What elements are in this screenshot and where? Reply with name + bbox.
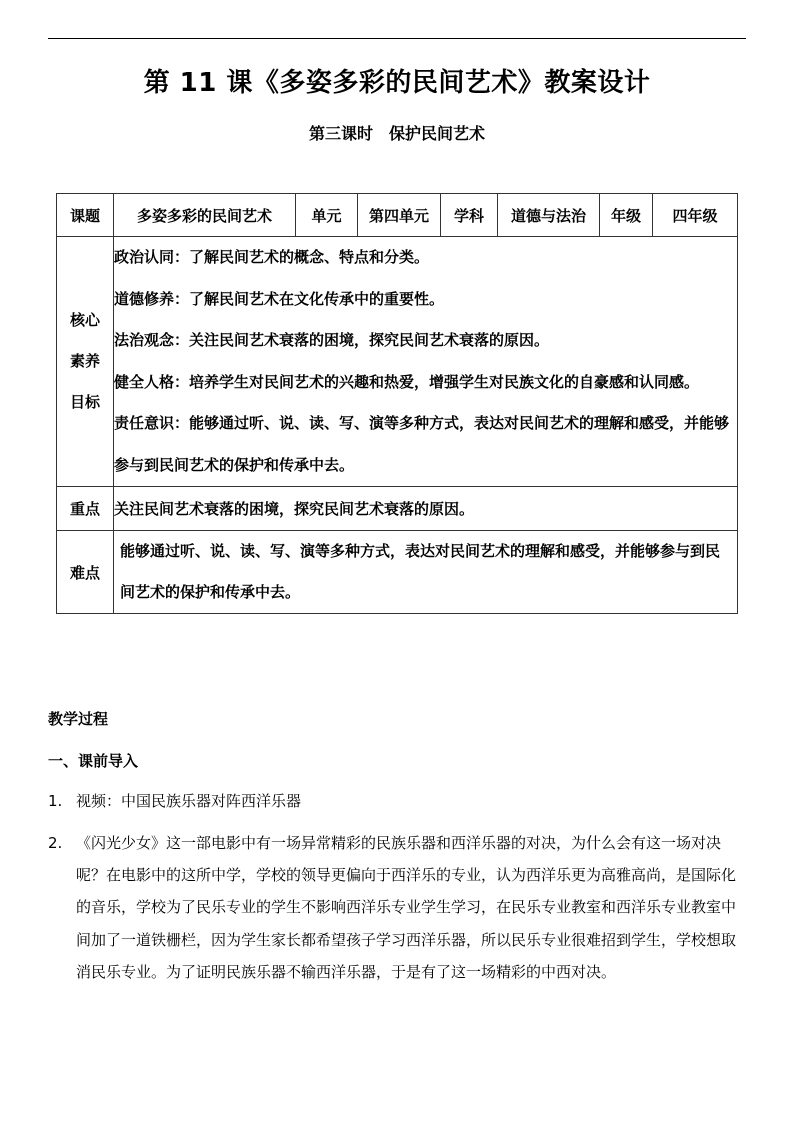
difficulty-label-cell: 难点	[57, 531, 114, 614]
header-rule	[48, 38, 746, 39]
table-cell-grade-label: 年级	[600, 194, 653, 237]
table-cell-unit-label: 单元	[296, 194, 358, 237]
goals-content-cell	[114, 237, 738, 487]
list-item	[48, 827, 748, 988]
goal-moral: 道德修养：了解民间艺术在文化传承中的重要性。	[114, 289, 445, 308]
goals-label-line: 核心	[69, 311, 100, 329]
list-item	[48, 785, 748, 817]
key-content-cell: 关注民间艺术衰落的困境，探究民间艺术衰落的原因。	[114, 487, 738, 531]
table-difficulty-row	[57, 531, 738, 614]
table-cell-discipline: 道德与法治	[498, 194, 600, 237]
list-item-number: 2.	[48, 834, 63, 852]
goals-label-cell	[57, 237, 114, 487]
difficulty-content-cell	[114, 531, 738, 614]
goal-political: 政治认同：了解民间艺术的概念、特点和分类。	[114, 248, 430, 266]
document-title: 第 11 课《多姿多彩的民间艺术》教案设计	[143, 68, 651, 98]
list-item-number: 1.	[48, 792, 63, 810]
lesson-info-table	[56, 193, 738, 614]
goal-legal: 法治观念：关注民间艺术衰落的困境，探究民间艺术衰落的原因。	[114, 331, 550, 349]
goals-label-line: 目标	[69, 393, 100, 411]
table-header-row	[57, 194, 738, 237]
goal-responsibility: 责任意识：能够通过听、说、读、写、演等多种方式，表达对民间艺术的理解和感受，并能够参与到民间艺术的保护和传承中去。	[114, 414, 730, 474]
table-cell-grade: 四年级	[653, 194, 738, 237]
process-heading: 教学过程	[48, 710, 109, 728]
document-subtitle: 第三课时 保护民间艺术	[308, 124, 485, 143]
table-key-row	[57, 487, 738, 531]
section-heading-intro: 一、课前导入	[48, 752, 139, 770]
goals-label-line: 素养	[69, 352, 100, 370]
table-cell-subject-label: 课题	[57, 194, 114, 237]
table-goals-row	[57, 237, 738, 487]
table-cell-discipline-label: 学科	[441, 194, 498, 237]
difficulty-text: 能够通过听、说、读、写、演等多种方式，表达对民间艺术的理解和感受，并能够参与到民间艺术的保护和传承中去。	[120, 542, 721, 601]
list-item-text: 视频：中国民族乐器对阵西洋乐器	[76, 792, 302, 810]
list-item-text: 《闪光少女》这一部电影中有一场异常精彩的民族乐器和西洋乐器的对决，为什么会有这一场对决呢？在电影中的这所中学，学校的领导更偏向于西洋乐的专业，认为西洋乐更为高雅高尚，是国际化的音乐，学校为了民乐专业的学生不影响西洋乐专业学生学习，在民乐专业教室和西洋乐专业教室中间加了一道铁栅栏，因为学生家长都希望孩子学习西洋乐器，所以民乐专业很难招到学生，学校想取消民乐专业。为了证明民族乐器不输西洋乐器，于是有了这一场精彩的中西对决。	[76, 834, 737, 981]
table-cell-unit: 第四单元	[358, 194, 441, 237]
goal-personality: 健全人格：培养学生对民间艺术的兴趣和热爱，增强学生对民族文化的自豪感和认同感。	[114, 372, 700, 391]
table-cell-subject: 多姿多彩的民间艺术	[114, 194, 296, 237]
key-label-cell: 重点	[57, 487, 114, 531]
